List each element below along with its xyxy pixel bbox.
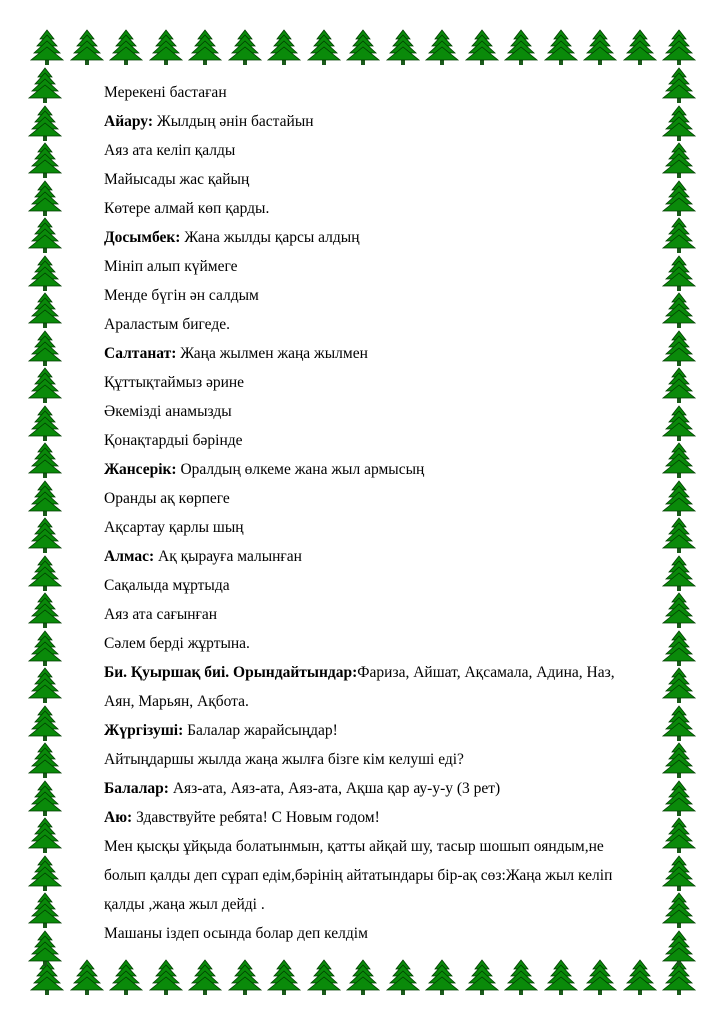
fir-tree-icon	[265, 958, 303, 996]
speaker-name: Айару:	[104, 113, 153, 130]
fir-tree-icon	[26, 554, 64, 592]
text-line	[104, 513, 656, 542]
speaker-name: Аю:	[104, 809, 133, 826]
line-text: Жылдың әнін бастайын	[153, 113, 314, 130]
text-line	[104, 571, 656, 600]
line-text: Айтыңдаршы жылда жаңа жылға бізге кім келуші еді?	[104, 751, 464, 768]
line-text: Қонақтардыі бәрінде	[104, 432, 243, 449]
text-line	[104, 136, 656, 165]
line-text: Жана жылды қарсы алдың	[180, 229, 360, 246]
fir-tree-icon	[463, 958, 501, 996]
speaker-name: Салтанат:	[104, 345, 177, 362]
fir-tree-icon	[26, 854, 64, 892]
text-line	[104, 484, 656, 513]
fir-tree-icon	[26, 516, 64, 554]
fir-tree-icon	[463, 28, 501, 66]
fir-tree-icon	[660, 66, 698, 104]
speaker-name: Би. Қуыршақ биі. Орындайтындар:	[104, 664, 358, 681]
fir-tree-icon	[344, 28, 382, 66]
fir-tree-icon	[26, 66, 64, 104]
text-line	[104, 252, 656, 281]
fir-tree-icon	[26, 441, 64, 479]
fir-tree-icon	[26, 704, 64, 742]
fir-tree-icon	[660, 554, 698, 592]
fir-tree-icon	[660, 666, 698, 704]
fir-tree-icon	[660, 404, 698, 442]
line-text: Көтере алмай көп қарды.	[104, 200, 270, 217]
line-text: Араластым бигеде.	[104, 316, 230, 333]
speaker-name: Жансерік:	[104, 461, 177, 478]
dialogue-line	[104, 716, 656, 745]
text-line	[104, 629, 656, 658]
fir-tree-icon	[660, 291, 698, 329]
fir-tree-icon	[621, 28, 659, 66]
fir-tree-icon	[26, 816, 64, 854]
fir-tree-icon	[660, 854, 698, 892]
text-line	[104, 861, 656, 890]
line-text: Жаңа жылмен жаңа жылмен	[176, 345, 368, 362]
speaker-name: Жүргізуші:	[104, 722, 184, 739]
fir-tree-icon	[265, 28, 303, 66]
fir-tree-icon	[26, 254, 64, 292]
text-line	[104, 919, 656, 948]
line-text: Аяз-ата, Аяз-ата, Аяз-ата, Ақша қар ау-у-у (3 рет)	[168, 780, 501, 797]
dialogue-line	[104, 542, 656, 571]
fir-tree-icon	[26, 141, 64, 179]
speaker-name: Досымбек:	[104, 229, 181, 246]
fir-tree-icon	[186, 28, 224, 66]
line-text: Менде бүгін ән салдым	[104, 287, 259, 304]
fir-tree-icon	[344, 958, 382, 996]
fir-tree-icon	[660, 516, 698, 554]
text-line	[104, 78, 656, 107]
fir-tree-icon	[305, 958, 343, 996]
line-text: болып қалды деп сұрап едім,бәрінің айтатындары бір-ақ сөз:Жаңа жыл келіп	[104, 867, 613, 884]
fir-tree-icon	[384, 28, 422, 66]
line-text: Майысады жас қайың	[104, 171, 250, 188]
fir-tree-icon	[660, 28, 698, 66]
fir-tree-icon	[26, 104, 64, 142]
text-line	[104, 426, 656, 455]
fir-tree-icon	[660, 741, 698, 779]
line-text: Сәлем берді жұртына.	[104, 635, 250, 652]
fir-tree-icon	[384, 958, 422, 996]
dialogue-line	[104, 339, 656, 368]
fir-tree-icon	[26, 179, 64, 217]
dialogue-line	[104, 455, 656, 484]
line-text: Фариза, Айшат, Ақсамала, Адина, Наз,	[357, 664, 615, 681]
fir-tree-icon	[423, 958, 461, 996]
script-text	[104, 78, 656, 948]
fir-tree-icon	[26, 929, 64, 967]
fir-tree-icon	[660, 479, 698, 517]
text-line	[104, 310, 656, 339]
fir-tree-icon	[26, 779, 64, 817]
fir-tree-icon	[107, 958, 145, 996]
text-line	[104, 600, 656, 629]
fir-tree-icon	[26, 329, 64, 367]
dialogue-line	[104, 107, 656, 136]
fir-tree-icon	[660, 891, 698, 929]
fir-tree-icon	[660, 329, 698, 367]
fir-tree-icon	[660, 591, 698, 629]
line-text: Мерекені бастаған	[104, 84, 227, 101]
text-line	[104, 165, 656, 194]
line-text: Оралдың өлкеме жана жыл армысың	[176, 461, 425, 478]
line-text: Ақсартау қарлы шың	[104, 519, 244, 536]
line-text: Мініп алып күймеге	[104, 258, 238, 275]
fir-tree-icon	[68, 28, 106, 66]
fir-tree-icon	[147, 958, 185, 996]
speaker-name: Алмас:	[104, 548, 155, 565]
fir-tree-icon	[660, 704, 698, 742]
line-text: Әкемізді анамызды	[104, 403, 232, 420]
text-line	[104, 745, 656, 774]
fir-tree-icon	[28, 958, 66, 996]
text-line	[104, 687, 656, 716]
line-text: Балалар жарайсыңдар!	[183, 722, 338, 739]
line-text: Мен қысқы ұйқыда болатынмын, қатты айқай шу, тасыр шошып ояндым,не	[104, 838, 604, 855]
fir-tree-icon	[660, 779, 698, 817]
line-text: Машаны іздеп осында болар деп келдім	[104, 925, 368, 942]
line-text: Аян, Марьян, Ақбота.	[104, 693, 249, 710]
fir-tree-icon	[147, 28, 185, 66]
line-text: Оранды ақ көрпеге	[104, 490, 230, 507]
line-text: Аяз ата сағынған	[104, 606, 218, 623]
fir-tree-icon	[660, 216, 698, 254]
fir-tree-icon	[26, 891, 64, 929]
text-line	[104, 281, 656, 310]
fir-tree-icon	[26, 404, 64, 442]
fir-tree-icon	[26, 666, 64, 704]
fir-tree-icon	[660, 629, 698, 667]
fir-tree-icon	[542, 958, 580, 996]
fir-tree-icon	[621, 958, 659, 996]
text-line	[104, 397, 656, 426]
fir-tree-icon	[305, 28, 343, 66]
fir-tree-icon	[502, 28, 540, 66]
fir-tree-icon	[26, 291, 64, 329]
text-line	[104, 890, 656, 919]
dialogue-line	[104, 658, 656, 687]
fir-tree-icon	[107, 28, 145, 66]
line-text: Аяз ата келіп қалды	[104, 142, 236, 159]
line-text: қалды ,жаңа жыл дейді .	[104, 896, 265, 913]
fir-tree-icon	[660, 254, 698, 292]
text-line	[104, 194, 656, 223]
fir-tree-icon	[26, 591, 64, 629]
fir-tree-icon	[26, 479, 64, 517]
fir-tree-icon	[26, 741, 64, 779]
fir-tree-icon	[660, 958, 698, 996]
fir-tree-icon	[542, 28, 580, 66]
fir-tree-icon	[660, 179, 698, 217]
fir-tree-icon	[660, 141, 698, 179]
line-text: Сақалыда мұртыда	[104, 577, 230, 594]
line-text: Құттықтаймыз әрине	[104, 374, 245, 391]
dialogue-line	[104, 803, 656, 832]
fir-tree-icon	[581, 28, 619, 66]
fir-tree-icon	[68, 958, 106, 996]
line-text: Здавствуйте ребята! С Новым годом!	[132, 809, 380, 826]
speaker-name: Балалар:	[104, 780, 169, 797]
line-text: Ақ қырауға малынған	[154, 548, 302, 565]
fir-tree-icon	[226, 958, 264, 996]
fir-tree-icon	[660, 366, 698, 404]
fir-tree-icon	[26, 366, 64, 404]
fir-tree-icon	[660, 929, 698, 967]
text-line	[104, 368, 656, 397]
fir-tree-icon	[660, 441, 698, 479]
dialogue-line	[104, 774, 656, 803]
fir-tree-icon	[26, 629, 64, 667]
text-line	[104, 832, 656, 861]
fir-tree-icon	[28, 28, 66, 66]
fir-tree-icon	[660, 816, 698, 854]
fir-tree-icon	[581, 958, 619, 996]
fir-tree-icon	[660, 104, 698, 142]
dialogue-line	[104, 223, 656, 252]
fir-tree-icon	[423, 28, 461, 66]
fir-tree-icon	[186, 958, 224, 996]
fir-tree-icon	[502, 958, 540, 996]
fir-tree-icon	[26, 216, 64, 254]
fir-tree-icon	[226, 28, 264, 66]
